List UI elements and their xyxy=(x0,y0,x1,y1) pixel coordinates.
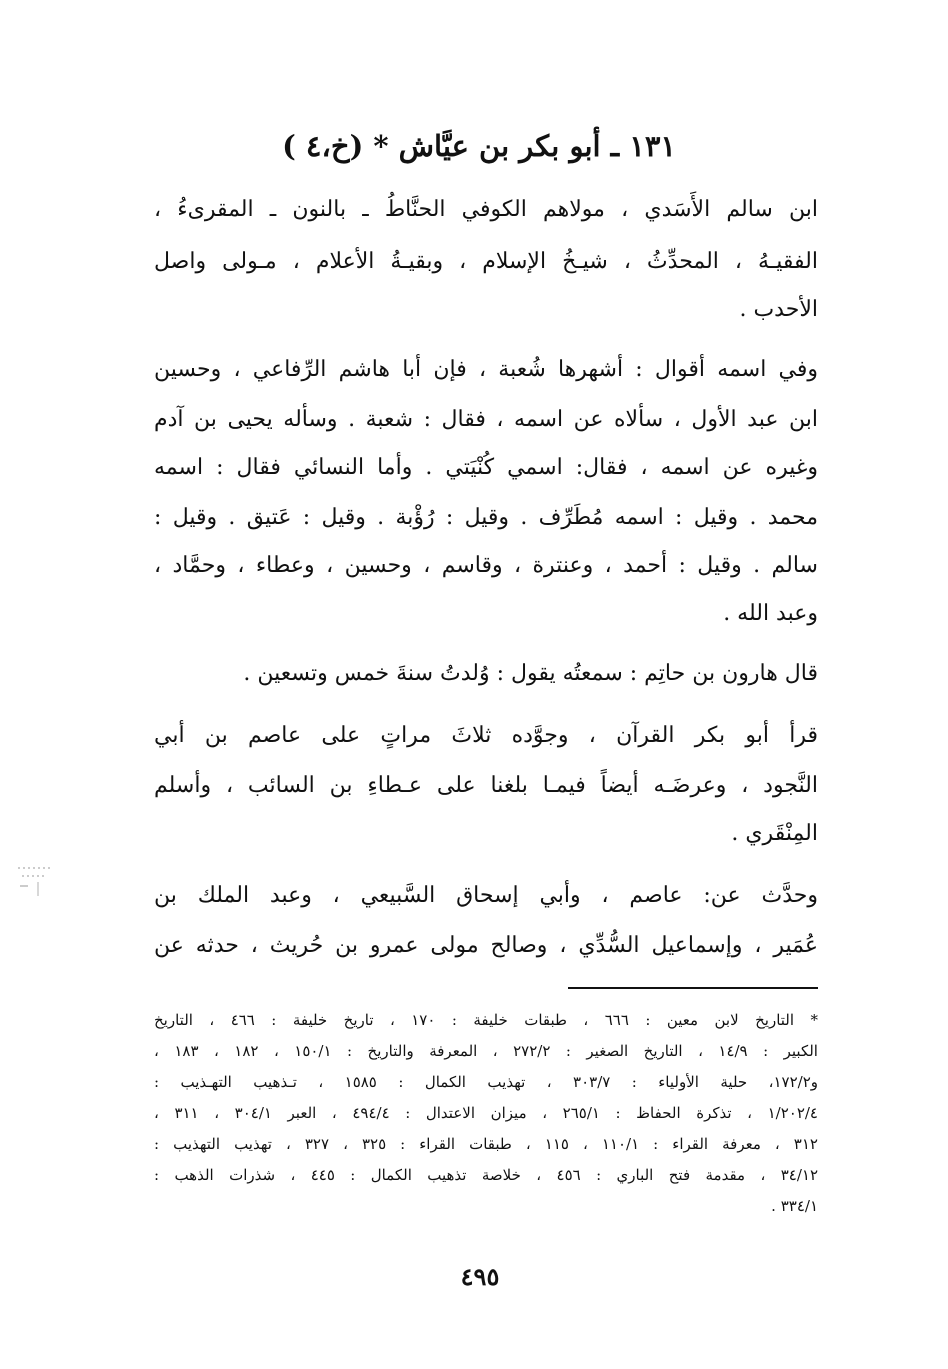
footnote-line-6: ٣٤/١٢ ، مقدمة فتح الباري : ٤٥٦ ، خلاصة تذهيب الكمال : ٤٤٥ ، شذرات الذهب : xyxy=(154,1166,818,1184)
paragraph-4-line-3: المِنْقَري . xyxy=(731,821,818,846)
paragraph-2-line-2: ابن عبد الأول ، سألاه عن اسمه ، فقال : شعبة . وسأله يحيى بن آدم xyxy=(154,407,818,432)
paragraph-1-line-2: الفقيـهُ ، المحدِّثُ ، شيـخُ الإسلام ، وبقيـةُ الأعلام ، مـولى واصل xyxy=(154,249,818,274)
footnote-line-4: ١/٢٠٢/٤ ، تذكرة الحفاظ : ٢٦٥/١ ، ميزان الاعتدال : ٤٩٤/٤ ، العبر ٣٠٤/١ ، ٣١١ ، xyxy=(154,1104,818,1122)
paragraph-2-line-5: سالم . وقيل : أحمد ، وعنترة ، وقاسم ، وحسين ، وعطاء ، وحمَّاد ، xyxy=(154,553,818,578)
footnote-line-3: و١٧٢/٢، حلية الأولياء : ٣٠٣/٧ ، تهذيب الكمال : ١٥٨٥ ، تـذهيب التهـذيب : xyxy=(154,1073,819,1091)
footnote-line-5: ٣١٢ ، معرفة القراء : ١١٠/١ ، ١١٥ ، طبقات القراء : ٣٢٥ ، ٣٢٧ ، تهذيب التهذيب : xyxy=(154,1135,818,1153)
footnote-line-2: الكبير : ١٤/٩ ، التاريخ الصغير : ٢٧٢/٢ ، المعرفة والتاريخ : ١٥٠/١ ، ١٨٢ ، ١٨٣ ، xyxy=(154,1042,818,1060)
paragraph-2-line-1: وفي اسمه أقوال : أشهرها شُعبة ، فإن أبا هاشم الرِّفاعي ، وحسين xyxy=(154,357,818,382)
footnote-line-1: * التاريخ لابن معين : ٦٦٦ ، طبقات خليفة : ١٧٠ ، تاريخ خليفة : ٤٦٦ ، التاريخ xyxy=(154,1011,818,1029)
paragraph-4-line-2: النَّجود ، وعرضَـه أيضاً فيمـا بلغنا على عـطاءِ بن السائب ، وأسلم xyxy=(154,773,818,798)
footnote-divider xyxy=(568,987,818,989)
paragraph-5-line-2: عُمَير ، وإسماعيل السُّدِّي ، وصالح مولى عمرو بن حُريث ، حدثه عن xyxy=(154,933,818,958)
scan-margin-mark xyxy=(16,862,56,902)
paragraph-2-line-4: محمد . وقيل : اسمه مُطَرِّف . وقيل : رُؤْبة . وقيل : عَتيق . وقيل : xyxy=(154,505,818,530)
paragraph-2-line-6: وعبد الله . xyxy=(723,601,818,626)
footnote-line-7: ٣٣٤/١ . xyxy=(771,1197,818,1215)
paragraph-2-line-3: وغيره عن اسمه ، فقال: اسمي كُنْيَتي . وأما النسائي فقال : اسمه xyxy=(154,455,818,480)
paragraph-4-line-1: قرأ أبو بكر القرآن ، وجوَّده ثلاثَ مراتٍ على عاصم بن أبي xyxy=(154,723,818,748)
paragraph-3-line-1: قال هارون بن حاتِم : سمعتُه يقول : وُلدتُ سنةَ خمس وتسعين . xyxy=(243,661,818,686)
page-number: ٤٩٥ xyxy=(460,1262,500,1291)
paragraph-1-line-3: الأحدب . xyxy=(739,297,818,322)
paragraph-5-line-1: وحدَّث عن: عاصم ، وأبي إسحاق السَّبيعي ، وعبد الملك بن xyxy=(154,883,818,908)
entry-title: ١٣١ ـ أبو بكر بن عيَّاش * (خ،٤ ) xyxy=(282,129,676,163)
paragraph-1-line-1: ابن سالم الأَسَدي ، مولاهم الكوفي الحنَّاطُ ـ بالنون ـ المقرىءُ ، xyxy=(154,197,818,222)
